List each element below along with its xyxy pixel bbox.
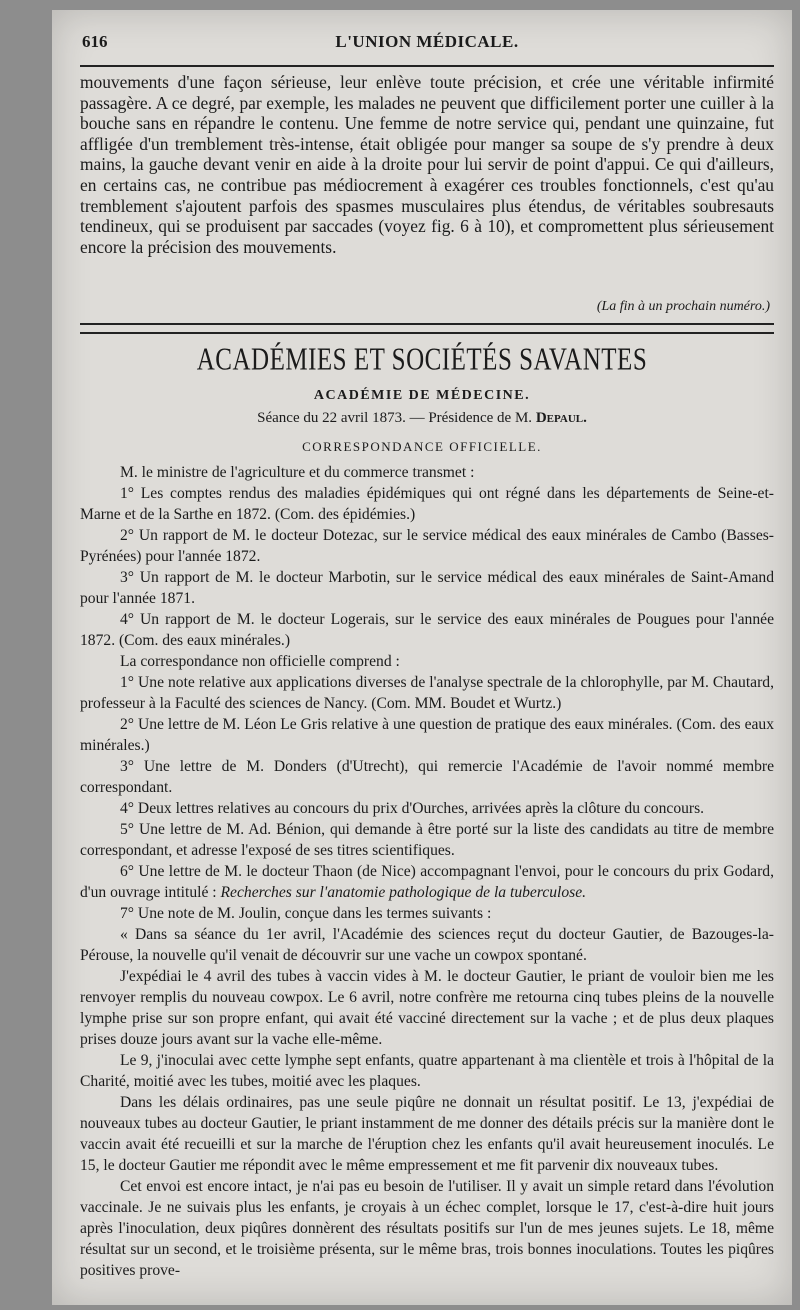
minutes-paragraph: 2° Une lettre de M. Léon Le Gris relative à une question de pratique des eaux minérales. (Com. des eaux minérales.) [80, 716, 774, 754]
item6-text: 6° Une lettre de M. le docteur Thaon (de Nice) accompagnant l'envoi, pour le concours du prix Godard, d'un ouvrage intitulé : [80, 863, 774, 901]
minutes-paragraph: 3° Un rapport de M. le docteur Marbotin, sur le service médical des eaux minérales de Saint-Amand pour l'année 1871. [80, 569, 774, 607]
minutes-body [80, 462, 774, 1281]
header-rule [80, 65, 774, 67]
minutes-paragraph: 3° Une lettre de M. Donders (d'Utrecht), qui remercie l'Académie de l'avoir nommé membre correspondant. [80, 758, 774, 796]
minutes-paragraph: M. le ministre de l'agriculture et du commerce transmet : [120, 464, 475, 481]
session-prefix: Séance du 22 avril 1873. — Présidence de M. [257, 410, 536, 426]
minutes-paragraph: 7° Une note de M. Joulin, conçue dans les termes suivants : [120, 905, 492, 922]
work-title: Recherches sur l'anatomie pathologique de la tuberculose. [220, 884, 587, 901]
minutes-paragraph: 4° Deux lettres relatives au concours du prix d'Ourches, arrivées après la clôture du concours. [120, 800, 705, 817]
minutes-paragraph: La correspondance non officielle comprend : [120, 653, 400, 670]
president-name: Depaul. [535, 410, 587, 426]
section-divider [80, 323, 774, 334]
academy-heading: ACADÉMIE DE MÉDECINE. [313, 388, 531, 403]
minutes-paragraph: 1° Les comptes rendus des maladies épidémiques qui ont régné dans les départements de Seine-et-Marne et de la Sarthe en 1872. (Com. des épidémies.) [80, 485, 774, 523]
article-paragraph: mouvements d'une façon sérieuse, leur enlève toute précision, et crée une véritable infirmité passagère. A ce degré, par exemple, les malades ne peuvent que difficilement porter une cuiller à la bouche sans en répandre le contenu. Une femme de notre service qui, pendant une quinzaine, fut affligée d'un tremblement très-intense, était obligée pour manger sa soupe de s'y prendre à deux mains, la gauche devant venir en aide à la droite pour lui servir de point d'appui. Ce qui d'ailleurs, en certains cas, ne contribue pas médiocrement à exagérer ces troubles fonctionnels, c'est qu'au tremblement s'ajoutent parfois des spasmes musculaires plus étendus, de véritables soubresauts tendineux, qui se produisent par saccades (voyez fig. 6 à 10), et compromettent plus sérieusement encore la précision des mouvements. [80, 72, 774, 257]
page-number: 616 [82, 32, 108, 51]
minutes-paragraph: Cet envoi est encore intact, je n'ai pas eu besoin de l'utiliser. Il y avait un simple retard dans l'évolution vaccinale. Je ne suivais plus les enfants, je croyais à un échec complet, lorsque le 17, c'est-à-dire huit jours après l'inoculation, deux piqûres donnèrent des résultats positifs sur l'un de mes jeunes sujets. Le 18, même résultat sur un second, et le troisième présenta, sur le même bras, trois bonnes inoculations. Toutes les piqûres positives prove- [80, 1178, 774, 1279]
minutes-paragraph [80, 861, 774, 903]
minutes-paragraph: 5° Une lettre de M. Ad. Bénion, qui demande à être porté sur la liste des candidats au titre de membre correspondant, et adresse l'exposé de ses titres scientifiques. [80, 821, 774, 859]
minutes-paragraph: Le 9, j'inoculai avec cette lymphe sept enfants, quatre appartenant à ma clientèle et trois à l'hôpital de la Charité, moitié avec les tubes, moitié avec les plaques. [80, 1052, 774, 1090]
journal-page [52, 10, 792, 1305]
continuation-note: (La fin à un prochain numéro.) [596, 299, 770, 314]
minutes-paragraph: « Dans sa séance du 1er avril, l'Académie des sciences reçut du docteur Gautier, de Bazouges-la-Pérouse, la nouvelle qu'il venait de découvrir sur une vache un cowpox spontané. [80, 926, 774, 964]
minutes-paragraph: 2° Un rapport de M. le docteur Dotezac, sur le service médical des eaux minérales de Cambo (Basses-Pyrénées) pour l'année 1872. [80, 527, 774, 565]
session-line [52, 410, 792, 427]
minutes-paragraph: 1° Une note relative aux applications diverses de l'analyse spectrale de la chlorophylle, par M. Chautard, professeur à la Faculté des sciences de Nancy. (Com. MM. Boudet et Wurtz.) [80, 674, 774, 712]
official-correspondence-heading: CORRESPONDANCE OFFICIELLE. [302, 439, 542, 454]
minutes-paragraph: 4° Un rapport de M. le docteur Logerais, sur le service des eaux minérales de Pougues pour l'année 1872. (Com. des eaux minérales.) [80, 611, 774, 649]
article-continuation [80, 72, 774, 257]
running-title: L'UNION MÉDICALE. [335, 32, 519, 51]
minutes-paragraph: J'expédiai le 4 avril des tubes à vaccin vides à M. le docteur Gautier, le priant de vouloir bien me les renvoyer remplis du nouveau cowpox. Le 6 avril, notre confrère me retourna cinq tubes pleins de la nouvelle lymphe prise sur son propre enfant, qui avait été vacciné directement sur la vache ; et de plus deux plaques prises douze jours avant sur la vache elle-même. [80, 968, 774, 1048]
minutes-paragraph: Dans les délais ordinaires, pas une seule piqûre ne donnait un résultat positif. Le 13, j'expédiai de nouveaux tubes au docteur Gautier, le priant instamment de me donner des détails précis sur la manière dont le vaccin avait été recueilli et sur la marche de l'éruption chez les enfants qu'il avait heureusement inoculés. Le 15, le docteur Gautier me répondit avec le même empressement et me fit parvenir dix nouveaux tubes. [80, 1094, 774, 1174]
page-header [82, 32, 772, 58]
section-title: ACADÉMIES ET SOCIÉTÉS SAVANTES [196, 343, 648, 377]
